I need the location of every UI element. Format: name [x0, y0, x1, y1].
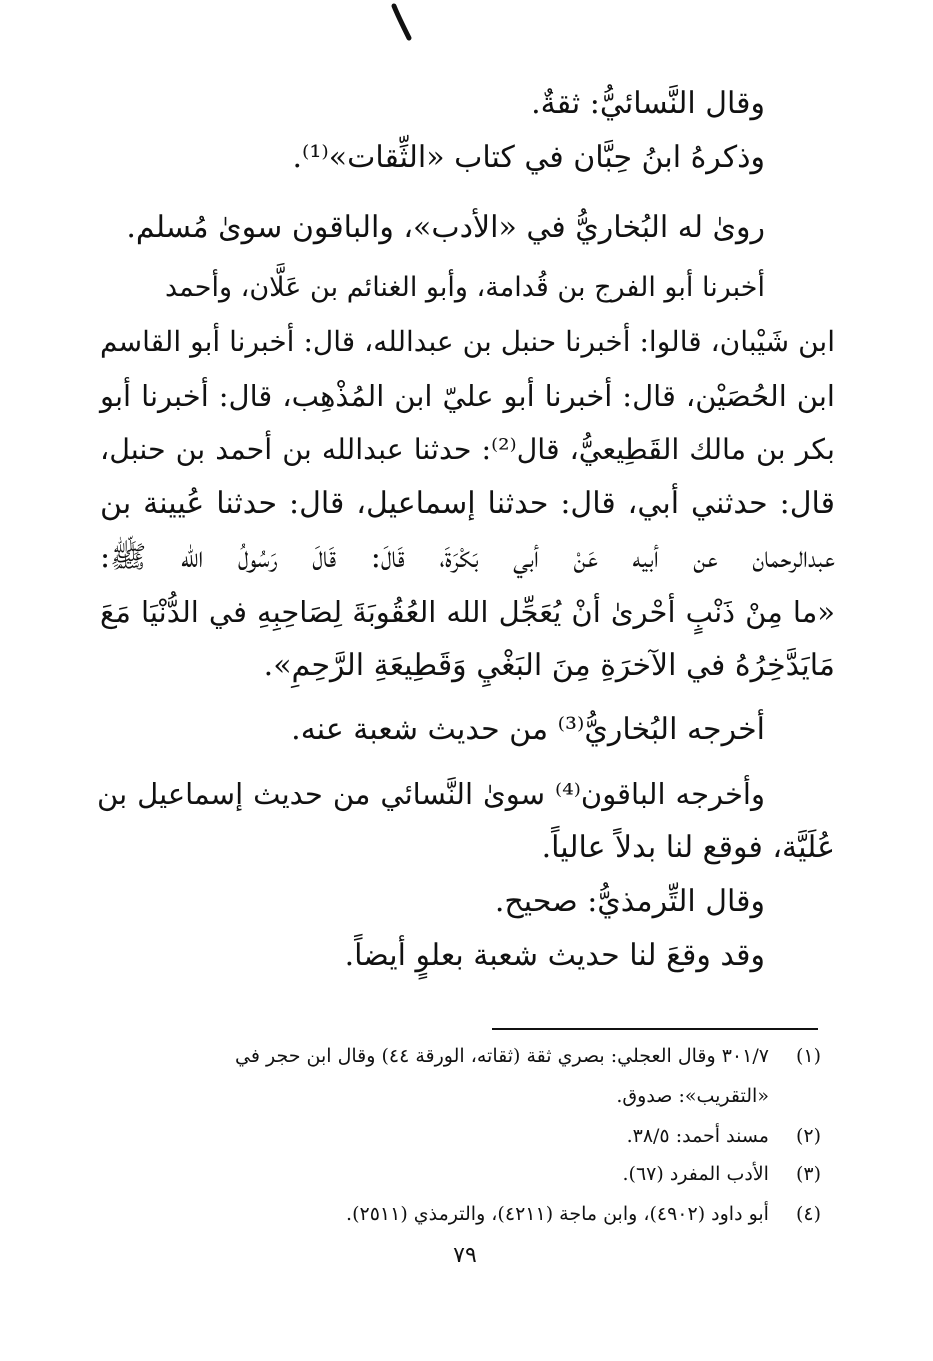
body-line-16: وقد وقعَ لنا حديث شعبة بعلوٍ أيضاً.	[344, 938, 765, 973]
body-line-13: وأخرجه الباقون⁽⁴⁾ سوىٰ النَّسائي من حديث إسماعيل بن	[97, 777, 765, 811]
body-line-7: بكر بن مالك القَطِيعيُّ، قال⁽²⁾: حدثنا عبدالله بن أحمد بن حنبل،	[100, 433, 835, 466]
body-line-2: وذكرهُ ابنُ حِبَّان في كتاب «الثِّقات»⁽¹⁾.	[292, 140, 765, 175]
body-line-8: قال: حدثني أبي، قال: حدثنا إسماعيل، قال: حدثنا عُيينة بن	[100, 486, 835, 521]
handwritten-mark	[388, 2, 418, 42]
body-line-6: ابن الحُصَيْن، قال: أخبرنا أبو عليّ ابن المُذْهِب، قال: أخبرنا أبو	[100, 379, 835, 413]
body-line-11: مَايَدَّخِرُهُ في الآخرَةِ مِنَ البَغْيِ وَقَطِيعَةِ الرَّحِمِ».	[263, 648, 835, 683]
footnote-text: ٣٠١/٧ وقال العجلي: بصري ثقة (ثقاته، الورقة ٤٤) وقال ابن حجر في	[235, 1045, 769, 1067]
body-line-14: عُلَيَّة، فوقع لنا بدلاً عالياً.	[541, 830, 835, 865]
footnote-2	[627, 1122, 821, 1150]
footnote-text: أبو داود (٤٩٠٢)، وابن ماجة (٤٢١١)، والترمذي (٢٥١١).	[346, 1203, 769, 1225]
body-line-15: وقال التِّرمذيُّ: صحيح.	[494, 884, 765, 919]
body-line-9: عبدالرحمان عن أبيه عَنْ أبي بَكْرَةَ، قَالَ: قَالَ رَسُولُ الله ﷺ:	[100, 540, 835, 575]
footnote-separator	[492, 1028, 818, 1030]
body-line-3: روىٰ له البُخاريُّ في «الأدب»، والباقون سوىٰ مُسلم.	[126, 210, 765, 245]
body-line-4: أخبرنا أبو الفرج بن قُدامة، وأبو الغنائم بن عَلَّان، وأحمد	[165, 272, 765, 303]
footnote-text: الأدب المفرد (٦٧).	[622, 1163, 769, 1185]
footnote-number: (٣)	[795, 1163, 821, 1185]
footnote-text: مسند أحمد: ٣٨/٥.	[626, 1125, 769, 1147]
body-line-1: وقال النَّسائيُّ: ثقةٌ.	[531, 86, 765, 121]
footnote-1-continued	[616, 1082, 821, 1110]
footnote-3	[623, 1160, 821, 1188]
body-line-12: أخرجه البُخاريُّ⁽³⁾ من حديث شعبة عنه.	[291, 712, 765, 747]
footnote-text: «التقريب»: صدوق.	[616, 1085, 769, 1107]
footnote-number: (٤)	[795, 1203, 821, 1225]
footnote-number: (١)	[795, 1045, 821, 1067]
footnote-number: (٢)	[795, 1125, 821, 1147]
body-line-5: ابن شَيْبان، قالوا: أخبرنا حنبل بن عبدالله، قال: أخبرنا أبو القاسم	[100, 325, 835, 358]
footnote-4	[346, 1200, 821, 1228]
body-line-10: «ما مِنْ ذَنْبٍ أحْرىٰ أنْ يُعَجِّل الله العُقُوبَةَ لِصَاحِبِهِ في الدُّنْيَا مَعَ	[100, 595, 835, 629]
footnote-1	[235, 1042, 821, 1070]
page-number: ٧٩	[453, 1243, 477, 1268]
